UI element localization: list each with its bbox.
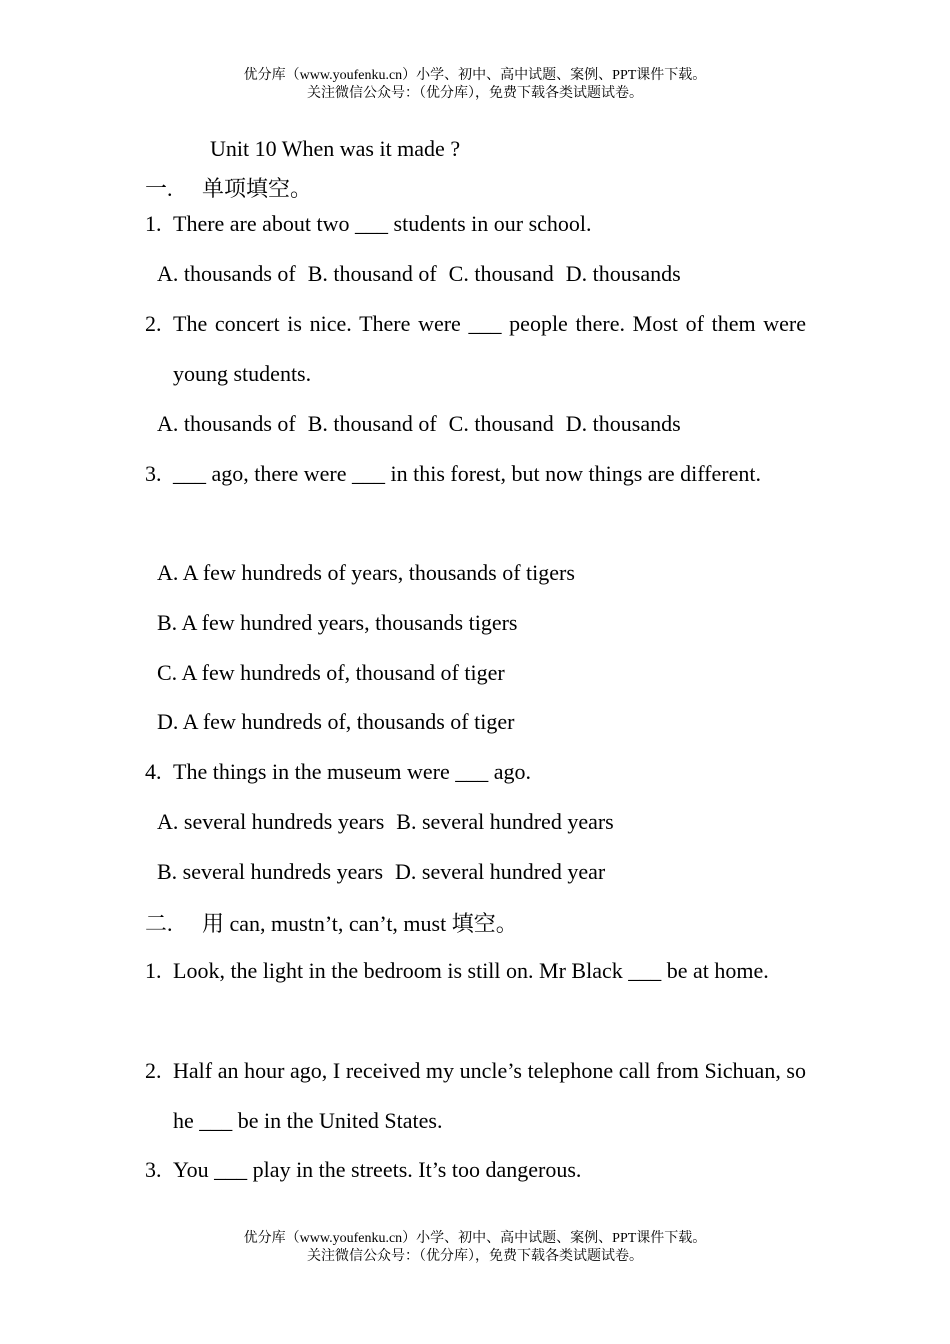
option-d: D. thousands: [565, 261, 681, 286]
section-2-title: 用 can, mustn’t, can’t, must 填空。: [202, 911, 518, 936]
page-footer: [0, 1230, 950, 1266]
question-text: ___ ago, there were ___ in this forest, but now things are different.: [173, 461, 761, 486]
option-c: C. thousand: [448, 261, 554, 286]
question-1-4: [145, 747, 806, 797]
header-line-1: 优分库（www.youfenku.cn）小学、初中、高中试题、案例、PPT课件下载。: [243, 68, 707, 83]
option-a: A. thousands of: [157, 261, 296, 286]
question-1-1-options: [157, 261, 681, 287]
footer-line-2: 关注微信公众号：（优分库），免费下载各类试题试卷。: [307, 1249, 643, 1264]
section-2-number: 二.: [145, 911, 173, 936]
question-number: 1.: [145, 211, 162, 236]
question-number: 2.: [145, 1058, 162, 1083]
section-2-heading: [145, 907, 518, 938]
question-1-2: [145, 299, 806, 399]
question-text: You ___ play in the streets. It’s too dangerous.: [173, 1157, 582, 1182]
page-title: Unit 10 When was it made ?: [210, 136, 461, 161]
option-c: C. thousand: [448, 411, 554, 436]
option-b: B. thousand of: [307, 411, 437, 436]
header-line-2: 关注微信公众号：（优分库），免费下载各类试题试卷。: [307, 86, 643, 101]
section-1-title: 单项填空。: [202, 176, 313, 201]
question-number: 2.: [145, 311, 162, 336]
option-a: A. several hundreds years: [157, 809, 385, 834]
question-text: Half an hour ago, I received my uncle’s telephone call from Sichuan, so he ___ be in the United States.: [173, 1058, 806, 1133]
question-1-3: [145, 449, 806, 499]
option-b: B. A few hundred years, thousands tigers: [157, 610, 518, 635]
question-1-2-options: [157, 411, 681, 437]
option-b: B. several hundred years: [396, 809, 614, 834]
question-text: The things in the museum were ___ ago.: [173, 759, 532, 784]
question-1-4-options-row-2: [157, 859, 605, 885]
question-number: 3.: [145, 461, 162, 486]
question-2-2: [145, 1046, 806, 1146]
question-number: 3.: [145, 1157, 162, 1182]
section-1-number: 一.: [145, 176, 173, 201]
option-a: A. A few hundreds of years, thousands of tigers: [157, 560, 575, 585]
question-number: 1.: [145, 958, 162, 983]
question-2-3: [145, 1145, 806, 1195]
option-c: C. A few hundreds of, thousand of tiger: [157, 660, 505, 685]
question-text: The concert is nice. There were ___ people there. Most of them were young students.: [173, 311, 806, 386]
option-b: B. thousand of: [307, 261, 437, 286]
question-2-1: [145, 946, 806, 996]
question-1-1: [145, 199, 806, 249]
question-text: There are about two ___ students in our school.: [173, 211, 592, 236]
option-d: D. thousands: [565, 411, 681, 436]
option-b-duplicate: B. several hundreds years: [157, 859, 384, 884]
footer-line-1: 优分库（www.youfenku.cn）小学、初中、高中试题、案例、PPT课件下载。: [243, 1231, 707, 1246]
option-d: D. several hundred year: [395, 859, 606, 884]
option-a: A. thousands of: [157, 411, 296, 436]
question-text: Look, the light in the bedroom is still on. Mr Black ___ be at home.: [173, 958, 769, 983]
option-d: D. A few hundreds of, thousands of tiger: [157, 709, 515, 734]
question-1-4-options-row-1: [157, 809, 614, 835]
question-number: 4.: [145, 759, 162, 784]
